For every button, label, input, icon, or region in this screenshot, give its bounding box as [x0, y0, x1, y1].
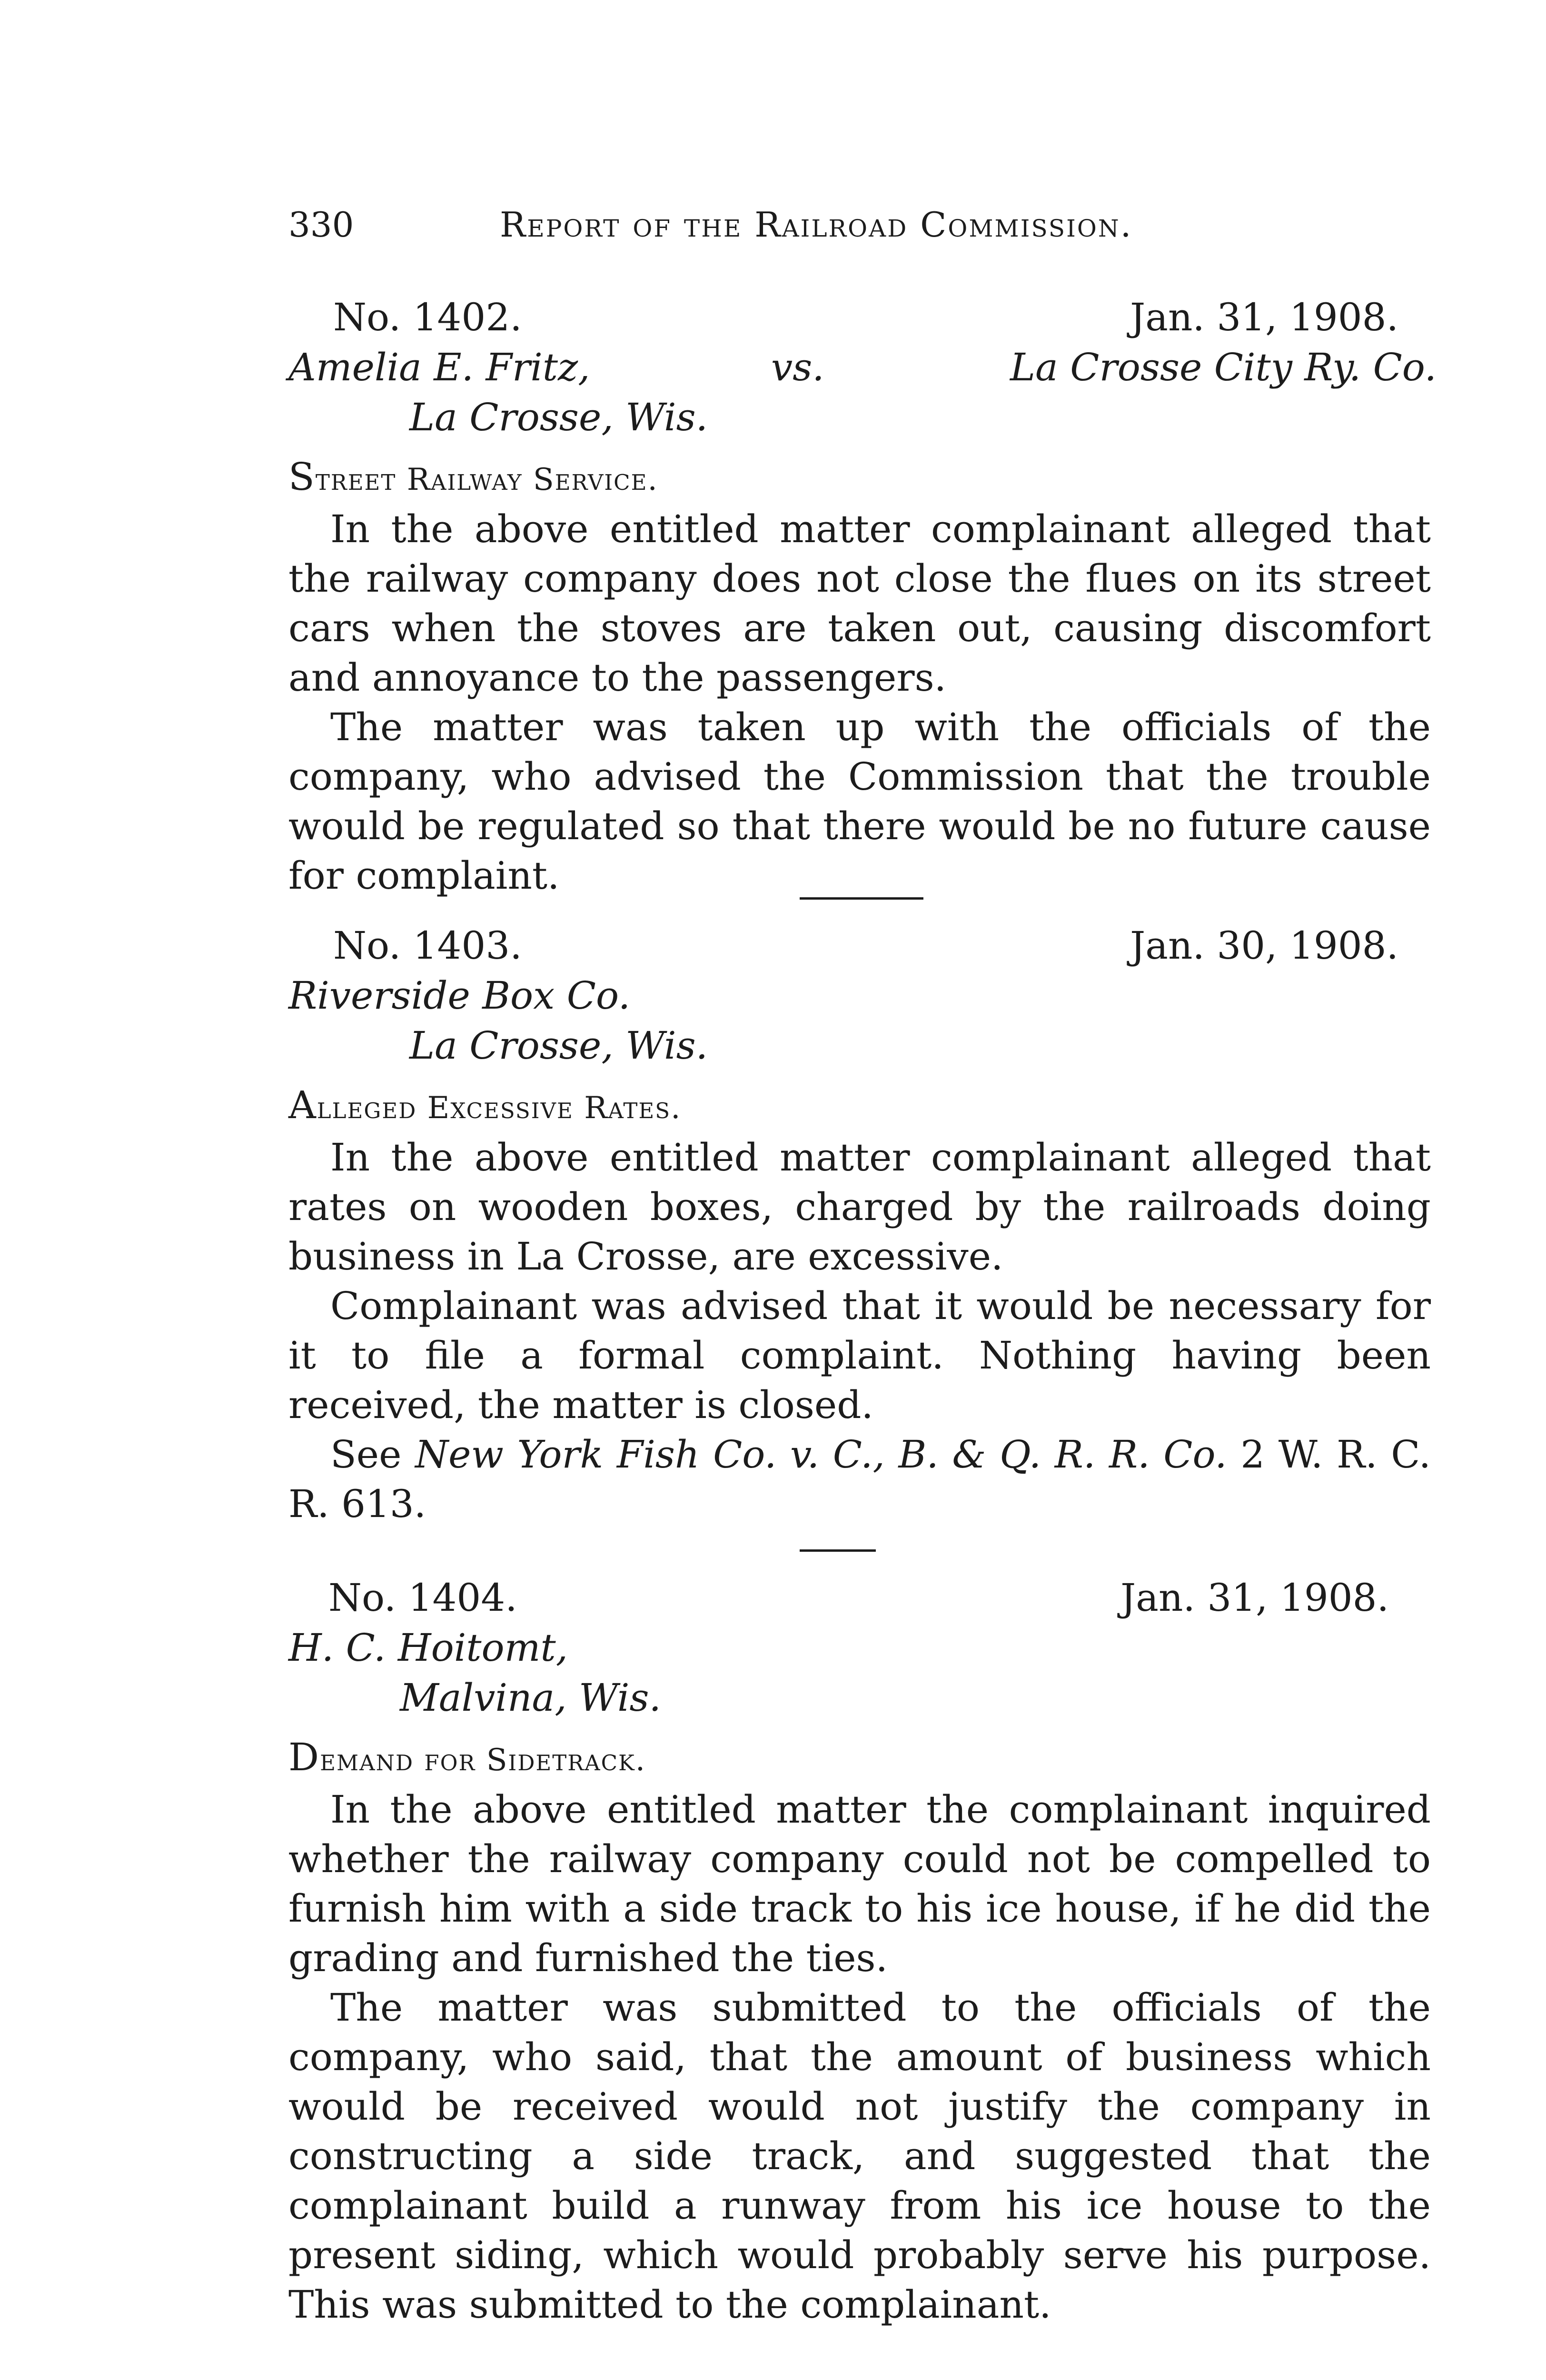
complainant-location: Malvina, Wis. — [400, 1676, 661, 1720]
case-paragraph: In the above entitled matter complainant alleged that the railway company does not close the flues on its street cars when the stoves are taken out, causing discomfort and annoyance to the passengers. — [288, 507, 1431, 700]
case-date: Jan. 30, 1908. — [1130, 923, 1398, 968]
case-paragraph: The matter was submitted to the officials of the company, who said, that the amount of business which would be received would not justify the company in constructing a side track, and suggested that the complainant build a runway from his ice house to the present siding, which would probably serve his purpose. This was submitted to the complainant. — [288, 1985, 1431, 2327]
versus-label: vs. — [771, 345, 824, 389]
case-paragraph: The matter was taken up with the officials of the company, who advised the Commission that the trouble would be regulated so that there would be no future cause for complaint. — [288, 705, 1431, 898]
case-paragraph: In the above entitled matter complainant alleged that rates on wooden boxes, charged by the railroads doing business in La Crosse, are excessive. — [288, 1135, 1431, 1279]
case-citation: See New York Fish Co. v. C., B. & Q. R. R. Co. 2 W. R. C. R. 613. — [288, 1432, 1431, 1526]
complainant-name: Amelia E. Fritz, — [288, 345, 590, 389]
complainant-location: La Crosse, Wis. — [409, 1023, 708, 1068]
case-number: No. 1402. — [333, 295, 522, 339]
case-subject: Street Railway Service. — [288, 455, 658, 499]
section-divider — [800, 1549, 876, 1552]
page-number: 330 — [288, 205, 354, 245]
case-number: No. 1404. — [328, 1576, 517, 1620]
case-paragraph: In the above entitled matter the complainant inquired whether the railway company could not be compelled to furnish him with a side track to his ice house, if he did the grading and furnished the ties. — [288, 1787, 1431, 1980]
case-date: Jan. 31, 1908. — [1130, 295, 1398, 339]
respondent-name: La Crosse City Ry. Co. — [1010, 345, 1437, 389]
complainant-location: La Crosse, Wis. — [409, 395, 708, 439]
case-number: No. 1403. — [333, 923, 522, 968]
case-subject: Alleged Excessive Rates. — [288, 1083, 682, 1127]
case-paragraph: Complainant was advised that it would be necessary for it to file a formal complaint. Nothing having been received, the matter is closed. — [288, 1284, 1431, 1427]
case-subject: Demand for Sidetrack. — [288, 1735, 646, 1779]
section-divider — [800, 897, 923, 900]
running-head: Report of the Railroad Commission. — [500, 205, 1133, 245]
complainant-name: H. C. Hoitomt, — [288, 1626, 568, 1670]
complainant-name: Riverside Box Co. — [288, 973, 631, 1018]
case-date: Jan. 31, 1908. — [1120, 1576, 1389, 1620]
